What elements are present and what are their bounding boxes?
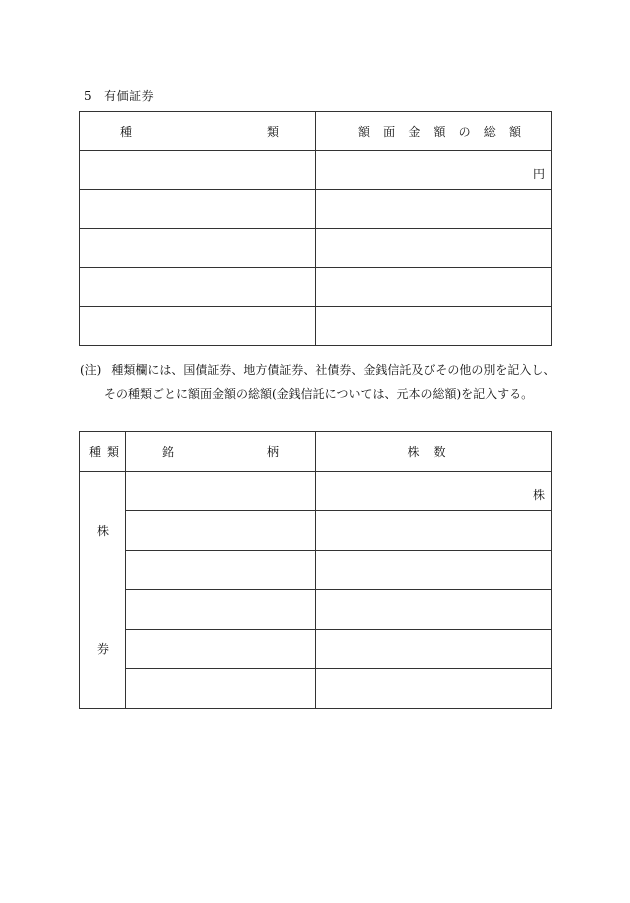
shares-unit: 株 — [532, 487, 545, 502]
kind-cell[interactable] — [80, 229, 316, 268]
brand-cell[interactable] — [126, 471, 316, 511]
table-row — [80, 268, 552, 307]
brand-cell[interactable] — [126, 550, 316, 590]
shares-cell[interactable] — [316, 550, 552, 590]
table-row — [80, 229, 552, 268]
table-row — [80, 590, 552, 630]
amount-cell[interactable] — [316, 307, 552, 346]
shares-cell[interactable] — [316, 669, 552, 709]
table-row — [80, 629, 552, 669]
header-shares: 株数 — [316, 432, 552, 472]
table-row — [80, 550, 552, 590]
header-kind: 種 類 — [80, 112, 316, 151]
note-text-1: 種類欄には、国債証券、地方債証券、社債券、金銭信託及びその他の別を記入し、 — [111, 363, 556, 377]
shares-cell[interactable] — [316, 511, 552, 551]
table1-header-row — [80, 112, 552, 151]
kind-cell[interactable] — [80, 268, 316, 307]
amount-cell[interactable] — [316, 151, 552, 190]
shares-cell[interactable] — [316, 471, 552, 511]
amount-cell[interactable] — [316, 229, 552, 268]
table-row — [80, 471, 552, 511]
vertical-label-top: 株 — [96, 523, 109, 538]
table-row — [80, 190, 552, 229]
brand-cell[interactable] — [126, 629, 316, 669]
header-face-amount-total: 額 面 金 額 の 総 額 — [316, 112, 552, 151]
note-line-1 — [80, 361, 555, 378]
table-row — [80, 151, 552, 190]
header-type: 種 類 — [80, 432, 126, 472]
shares-cell[interactable] — [316, 629, 552, 669]
section-number: 5 — [84, 89, 93, 103]
note-text-2: その種類ごとに額面金額の総額(金銭信託については、元本の総額)を記入する。 — [104, 387, 534, 401]
section-title: 有価証券 — [104, 89, 155, 103]
securities-amount-table — [79, 111, 552, 346]
stock-type-label-cell — [80, 471, 126, 708]
table-row — [80, 669, 552, 709]
brand-cell[interactable] — [126, 511, 316, 551]
table-row — [80, 511, 552, 551]
yen-unit: 円 — [532, 167, 545, 181]
kind-cell[interactable] — [80, 151, 316, 190]
brand-cell[interactable] — [126, 669, 316, 709]
brand-cell[interactable] — [126, 590, 316, 630]
table-row — [80, 307, 552, 346]
kind-cell[interactable] — [80, 307, 316, 346]
kind-cell[interactable] — [80, 190, 316, 229]
header-brand: 銘 柄 — [126, 432, 316, 472]
amount-cell[interactable] — [316, 268, 552, 307]
table2-header-row — [80, 432, 552, 472]
note-tag: (注) — [80, 363, 102, 377]
shares-cell[interactable] — [316, 590, 552, 630]
section-heading — [84, 87, 154, 104]
amount-cell[interactable] — [316, 190, 552, 229]
stock-table — [79, 431, 552, 709]
vertical-label-bottom: 券 — [96, 641, 109, 656]
note-line-2 — [104, 385, 533, 402]
